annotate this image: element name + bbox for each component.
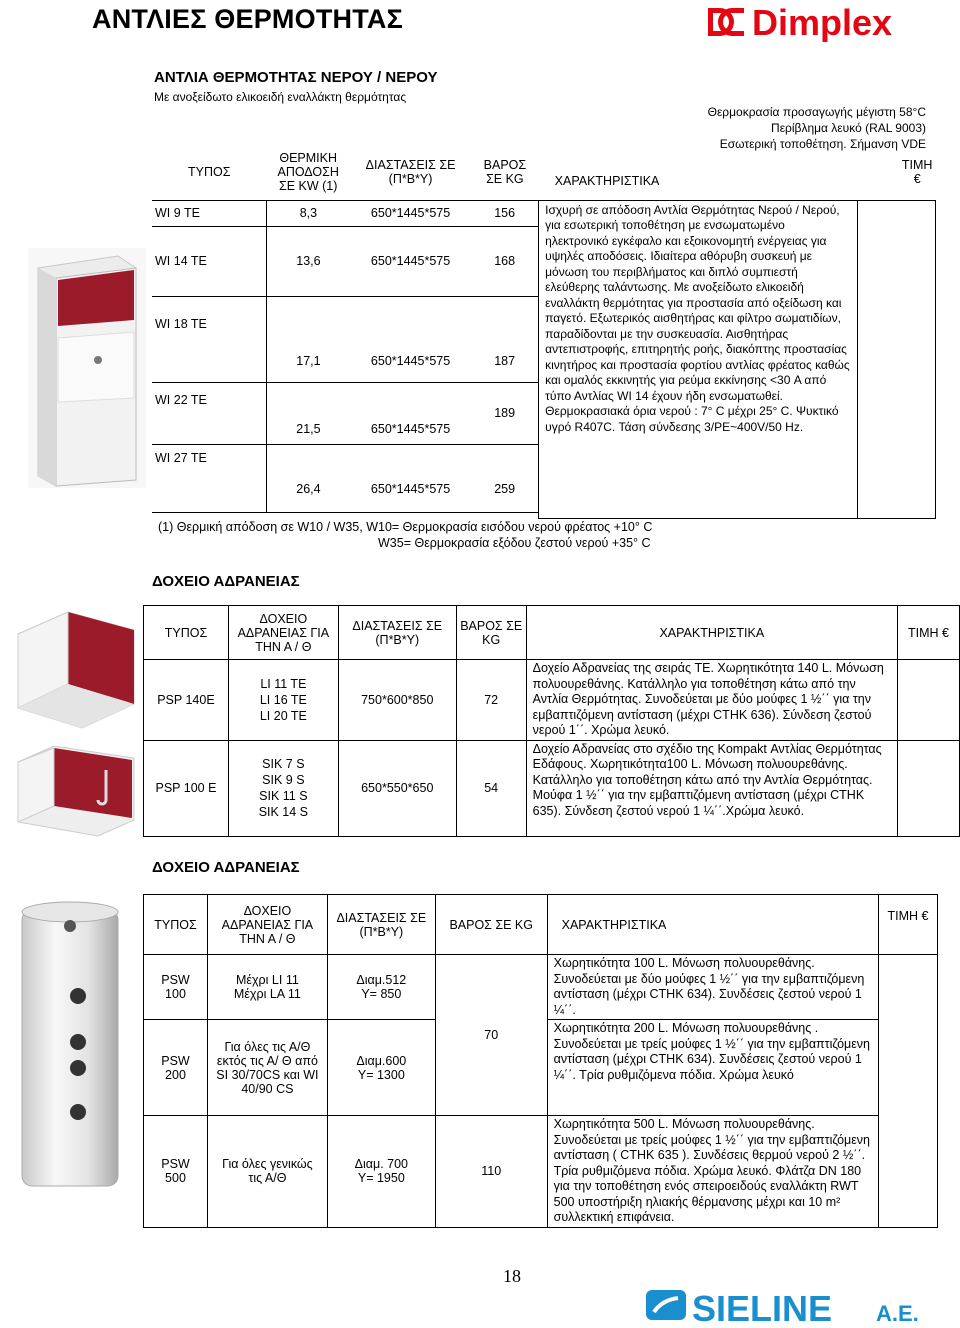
section1-subtitle: Με ανοξείδωτο ελικοειδή εναλλάκτη θερμότητας [154, 90, 407, 104]
sieline-brand-text: SIELINE [692, 1288, 833, 1328]
header-dims: ΔΙΑΣΤΑΣΕΙΣ ΣΕ (Π*Β*Υ) [338, 606, 456, 660]
row-price [898, 660, 960, 741]
buffer-tank-table-1 [143, 605, 960, 837]
row-power: 13,6 [266, 226, 350, 296]
header-type: ΤΥΠΟΣ [187, 164, 231, 179]
row-weight: 72 [456, 660, 526, 741]
header-features: ΧΑΡΑΚΤΗΡΙΣΤΙΚΑ [526, 606, 897, 660]
row-type: WI 22 TE [152, 382, 266, 444]
header-price: ΤΙΜΗ € [898, 606, 960, 660]
row-type: PSW 200 [144, 1020, 208, 1116]
header-weight: ΒΑΡΟΣ ΣΕ KG [435, 895, 547, 955]
page-number: 18 [503, 1266, 521, 1286]
row-type: PSW 500 [144, 1116, 208, 1228]
header-price: ΤΙΜΗ € [879, 895, 938, 955]
header-features: ΧΑΡΑΚΤΗΡΙΣΤΙΚΑ [547, 895, 878, 955]
psp-140e-image [14, 604, 138, 734]
row-weight: 70 [435, 955, 547, 1116]
header-tank: ΔΟΧΕΙΟ ΑΔΡΑΝΕΙΑΣ ΓΙΑ ΤΗΝ Α / Θ [207, 895, 327, 955]
row-dims: Διαμ. 700 Υ= 1950 [327, 1116, 435, 1228]
row-dims: Διαμ.600 Υ= 1300 [327, 1020, 435, 1116]
row-type: WI 27 TE [152, 444, 266, 512]
header-dims: ΔΙΑΣΤΑΣΕΙΣ ΣΕ (Π*Β*Υ) [365, 157, 456, 186]
header-power: ΘΕΡΜΙΚΗ ΑΠΟΔΟΣΗ ΣΕ KW (1) [277, 150, 339, 193]
row-dims: 650*1445*575 [350, 226, 471, 296]
row-weight: 259 [471, 444, 539, 512]
buffer-tank-table-2 [143, 894, 938, 1228]
row-power: 8,3 [266, 200, 350, 226]
row-type: WI 18 TE [152, 296, 266, 382]
row-features: Δοχείο Αδρανείας της σειράς TE. Χωρητικότητα 140 L. Μόνωση πολυουρεθάνης. Κατάλληλο για τοποθέτηση κάτω από την Αντλία Θερμότητας. Συνοδεύεται με δύο μούφες 1 ½΄΄ για την εμβαπτιζόμενη αντίσταση (μέχρι CTHK 636). Σύνδεση ζεστού νερού 1΄΄. Χρώμα λευκό. [526, 660, 897, 741]
note-line: Εσωτερική τοποθέτηση. Σήμανση VDE [719, 137, 926, 151]
dimplex-brand-text: Dimplex [752, 2, 893, 42]
row-features: Χωρητικότητα 200 L. Μόνωση πολυουρεθάνης . Συνοδεύεται με τρείς μούφες 1 ½΄΄ για την εμβαπτιζόμενη αντίσταση (μέχρι CTHK 634). Συνδέσεις ζεστού νερού 1 ¼΄΄. Τρία ρυθμιζόμενα πόδια. Χρώμα λευκό [547, 1020, 878, 1116]
row-price [898, 740, 960, 836]
price-cell [858, 200, 936, 518]
section1-title: ΑΝΤΛΙΑ ΘΕΡΜΟΤΗΤΑΣ ΝΕΡΟΥ / ΝΕΡΟΥ [154, 69, 438, 86]
note-line: Θερμοκρασία προσαγωγής μέγιστη 58°C [707, 105, 926, 119]
footnote-line1: (1) Θερμική απόδοση σε W10 / W35, W10= Θερμοκρασία εισόδου νερού φρέατος +10° C [158, 520, 653, 534]
row-type: PSW 100 [144, 955, 208, 1020]
row-type: PSP 140E [144, 660, 229, 741]
header-tank: ΔΟΧΕΙΟ ΑΔΡΑΝΕΙΑΣ ΓΙΑ ΤΗΝ Α / Θ [228, 606, 338, 660]
row-features: Χωρητικότητα 100 L. Μόνωση πολυουρεθάνης. Συνοδεύεται με δύο μούφες 1 ½΄΄ για την εμβαπτιζόμενη αντίσταση (μέχρι CTHK 634). Συνδέσεις ζεστού νερού 1 ¼΄΄. [547, 955, 878, 1020]
heat-pump-table [152, 144, 936, 519]
psp-100e-image [14, 740, 138, 840]
row-features: Χωρητικότητα 500 L. Μόνωση πολυουρεθάνης. Συνοδεύεται με τρείς μούφες 1 ½΄΄ για την εμβαπτιζόμενη αντίσταση ( CTHK 635 ). Συνδέσεις θερμού νερού 2 ½΄΄. Τρία ρυθμιζόμενα πόδια. Χρώμα λευκό. Φλάτζα DN 180 για την τοποθέτηση ενός σπειροειδούς εναλλάκτη RWT 500 υποστήριξη ηλιακής θέρμανσης μέχρι και 10 m² συλλεκτική επιφάνεια. [547, 1116, 878, 1228]
row-power: 21,5 [266, 382, 350, 444]
row-type: WI 14 TE [152, 226, 266, 296]
psw-tank-image [16, 896, 124, 1194]
footnote-line2: W35= Θερμοκρασία εξόδου ζεστού νερού +35° C [378, 536, 651, 550]
section2-title: ΔΟΧΕΙΟ ΑΔΡΑΝΕΙΑΣ [152, 573, 300, 590]
section3-title: ΔΟΧΕΙΟ ΑΔΡΑΝΕΙΑΣ [152, 859, 300, 876]
row-power: 17,1 [266, 296, 350, 382]
row-dims: 650*1445*575 [350, 382, 471, 444]
row-dims: 650*1445*575 [350, 296, 471, 382]
row-dims: 650*1445*575 [350, 444, 471, 512]
row-tank: SIK 7 S SIK 9 S SIK 11 S SIK 14 S [228, 740, 338, 836]
note-line: Περίβλημα λευκό (RAL 9003) [771, 121, 926, 135]
header-features: ΧΑΡΑΚΤΗΡΙΣΤΙΚΑ [554, 174, 660, 189]
row-weight: 189 [471, 382, 539, 444]
row-type: PSP 100 E [144, 740, 229, 836]
row-dims: 650*1445*575 [350, 200, 471, 226]
row-weight: 156 [471, 200, 539, 226]
row-weight: 110 [435, 1116, 547, 1228]
row-dims: 650*550*650 [338, 740, 456, 836]
row-tank: Για όλες τις Α/Θ εκτός τις Α/ Θ από SI 30/70CS και WI 40/90 CS [207, 1020, 327, 1116]
page-title: ΑΝΤΛΙΕΣ ΘΕΡΜΟΤΗΤΑΣ [92, 4, 404, 34]
row-weight: 54 [456, 740, 526, 836]
heat-pump-image [28, 248, 146, 488]
sieline-mark-icon [646, 1290, 686, 1320]
row-tank: Για όλες γενικώς τις Α/Θ [207, 1116, 327, 1228]
row-tank: LI 11 TE LI 16 TE LI 20 TE [228, 660, 338, 741]
row-power: 26,4 [266, 444, 350, 512]
dimplex-logo [706, 2, 906, 42]
header-weight: ΒΑΡΟΣ ΣΕ KG [483, 157, 527, 186]
row-dims: 750*600*850 [338, 660, 456, 741]
header-dims: ΔΙΑΣΤΑΣΕΙΣ ΣΕ (Π*Β*Υ) [327, 895, 435, 955]
header-type: ΤΥΠΟΣ [144, 895, 208, 955]
sieline-suffix-text: A.E. [876, 1301, 919, 1326]
header-type: ΤΥΠΟΣ [144, 606, 229, 660]
row-price [879, 955, 938, 1228]
features-text: Ισχυρή σε απόδοση Αντλία Θερμότητας Νερού / Νερού, για εσωτερική τοποθέτηση με ενσωματωμένο ηλεκτρονικό εγκέφαλο και εξοικονομητή ενέργειας για υψηλές αποδόσεις. Ιδιαίτερα αθόρυβη συσκευή με μόνωση του περιβλήματος και διπλό συμπιεστή ελεύθερης ταλάντωσης. Με ανοξείδωτο ελικοειδή εναλλάκτη θερμότητας για προστασία από οξείδωση και παγετό. Εξωτερικός αισθητήρας και φίλτρο σωματιδίων, παραδίδονται με την συσκευασία. Αισθητήρας αντεπιστροφής, επιτηρητής ροής, διακόπτης προστασίας κινητήρος και προστασία φορτίου αντλίας φρέατος καθώς και ομαλός εκκινητής για ρεύμα εκκίνησης <30 A από τύπο Αντλίας WI 14 έχουν ήδη ενσωματωθεί. Θερμοκρασιακά όρια νερού : 7° C μέχρι 25° C. Ψυκτικό υγρό R407C. Τάση σύνδεσης 3/PE~400V/50 Hz. [539, 200, 858, 518]
row-weight: 187 [471, 296, 539, 382]
footnote [158, 519, 652, 551]
row-type: WI 9 TE [152, 200, 266, 226]
row-features: Δοχείο Αδρανείας στο σχέδιο της Kompakt Αντλίας Θερμότητας Εδάφους. Χωρητικότητα100 L. Μόνωση πολυουρεθάνης. Κατάλληλο για τοποθέτηση κάτω από την Αντλία Θερμότητας. Μούφα 1 ½΄΄ για την εμβαπτιζόμενη αντίσταση (μέχρι CTHK 635). Σύνδεση ζεστού νερού 1 ¼΄΄.Χρώμα λευκό. [526, 740, 897, 836]
header-weight: ΒΑΡΟΣ ΣΕ KG [456, 606, 526, 660]
sieline-logo [640, 1284, 940, 1328]
row-dims: Διαμ.512 Υ= 850 [327, 955, 435, 1020]
row-tank: Μέχρι LI 11 Μέχρι LA 11 [207, 955, 327, 1020]
row-weight: 168 [471, 226, 539, 296]
header-price: ΤΙΜΗ € [901, 157, 933, 186]
